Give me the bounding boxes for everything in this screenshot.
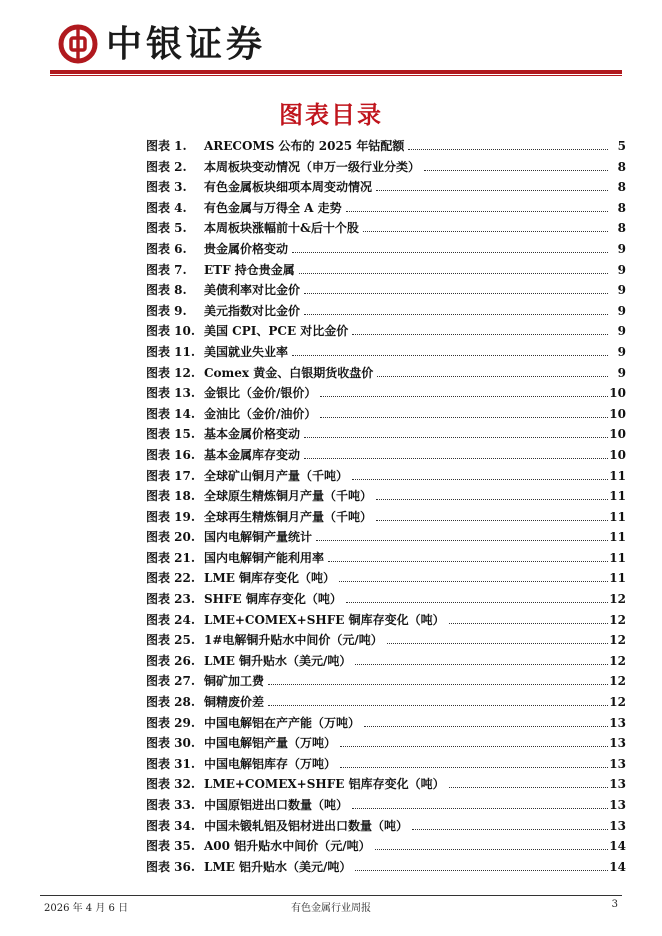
toc-leader-dots [355, 664, 608, 665]
toc-entry-title: 本周板块涨幅前十&后十个股 [204, 221, 359, 236]
toc-entry[interactable] [146, 610, 626, 631]
bank-of-china-logo-icon [58, 24, 98, 64]
toc-entry-page: 9 [617, 262, 626, 277]
toc-entry-page: 12 [609, 653, 626, 668]
toc-entry[interactable] [146, 136, 626, 157]
toc-entry-title: 美国 CPI、PCE 对比金价 [204, 324, 349, 339]
toc-entry-page: 13 [609, 777, 626, 792]
toc-entry-label: 图表 24. [146, 612, 196, 627]
toc-entry-title: 铜精废价差 [204, 695, 265, 710]
toc-leader-dots [376, 520, 608, 521]
toc-entry-title: LME 铝升贴水（美元/吨） [204, 859, 352, 874]
toc-entry[interactable] [146, 177, 626, 198]
toc-entry-label: 图表 33. [146, 798, 196, 812]
toc-entry-page: 9 [617, 344, 626, 359]
toc-entry-page: 12 [609, 612, 626, 627]
toc-entry-label: 图表 31. [146, 756, 196, 771]
toc-entry-title: LME+COMEX+SHFE 铜库存变化（吨） [204, 612, 445, 627]
toc-leader-dots [320, 417, 608, 418]
toc-entry-title: 铜矿加工费 [204, 674, 265, 689]
toc-entry[interactable] [146, 733, 626, 754]
toc-entry-label: 图表 20. [146, 530, 196, 545]
toc-entry-title: 金油比（金价/油价） [204, 406, 317, 421]
toc-entry[interactable] [146, 239, 626, 260]
toc-leader-dots [352, 334, 608, 335]
toc-entry-page: 12 [609, 695, 626, 710]
toc-entry[interactable] [146, 260, 626, 281]
toc-entry[interactable] [146, 424, 626, 445]
toc-entry-page: 9 [617, 365, 626, 380]
toc-entry-page: 9 [617, 241, 626, 256]
toc-leader-dots [340, 746, 608, 747]
toc-entry-page: 8 [617, 221, 626, 236]
toc-entry[interactable] [146, 589, 626, 610]
toc-entry-title: LME 铜升贴水（美元/吨） [204, 653, 352, 668]
toc-entry-label: 图表 22. [146, 571, 196, 586]
toc-entry[interactable] [146, 486, 626, 507]
toc-leader-dots [363, 231, 608, 232]
toc-entry[interactable] [146, 218, 626, 239]
toc-entry-title: ARECOMS 公布的 2025 年钴配额 [204, 139, 405, 153]
toc-entry-title: Comex 黄金、白银期货收盘价 [204, 365, 374, 380]
toc-entry[interactable] [146, 795, 626, 816]
toc-entry-label: 图表 2. [146, 159, 187, 174]
toc-entry-label: 图表 23. [146, 592, 196, 607]
toc-entry[interactable] [146, 404, 626, 425]
toc-entry-title: ETF 持仓贵金属 [204, 262, 295, 277]
toc-entry-page: 13 [609, 818, 626, 833]
toc-entry-label: 图表 14. [146, 406, 196, 421]
toc-entry-label: 图表 34. [146, 818, 196, 833]
toc-entry-label: 图表 6. [146, 241, 187, 256]
toc-entry[interactable] [146, 466, 626, 487]
toc-leader-dots [449, 787, 608, 788]
toc-entry[interactable] [146, 363, 626, 384]
toc-entry-label: 图表 11. [146, 344, 196, 359]
toc-entry[interactable] [146, 527, 626, 548]
toc-entry-label: 图表 30. [146, 736, 196, 751]
toc-leader-dots [304, 458, 608, 459]
toc-entry-title: 美国就业失业率 [204, 344, 289, 359]
toc-entry-title: 国内电解铜产能利用率 [204, 550, 325, 565]
toc-entry-page: 8 [617, 180, 626, 195]
table-of-contents [146, 136, 626, 877]
toc-entry-page: 13 [609, 736, 626, 751]
footer-date: 2026 年 4 月 6 日 [44, 903, 129, 914]
toc-entry[interactable] [146, 548, 626, 569]
toc-entry-label: 图表 3. [146, 180, 187, 195]
toc-leader-dots [346, 211, 608, 212]
toc-entry-page: 5 [617, 139, 626, 153]
toc-entry-page: 9 [617, 324, 626, 339]
toc-entry-label: 图表 29. [146, 715, 196, 730]
toc-entry-title: 有色金属与万得全 A 走势 [204, 200, 342, 215]
toc-entry-page: 11 [609, 489, 626, 504]
toc-entry-page: 11 [609, 468, 626, 483]
toc-entry-label: 图表 13. [146, 386, 196, 401]
toc-entry[interactable] [146, 630, 626, 651]
toc-entry[interactable] [146, 568, 626, 589]
toc-entry-title: 全球矿山铜月产量（千吨） [204, 468, 349, 483]
toc-entry-page: 11 [609, 509, 626, 524]
toc-leader-dots [339, 581, 608, 582]
toc-entry[interactable] [146, 280, 626, 301]
toc-leader-dots [268, 684, 608, 685]
toc-entry-title: 中国电解铝在产产能（万吨） [204, 715, 361, 730]
toc-entry-label: 图表 16. [146, 447, 196, 462]
toc-entry-label: 图表 19. [146, 509, 196, 524]
toc-entry-page: 10 [609, 427, 626, 442]
toc-entry-page: 8 [617, 200, 626, 215]
toc-entry-title: LME 铜库存变化（吨） [204, 571, 336, 586]
brand-name: 中银证券 [106, 23, 267, 65]
toc-entry-label: 图表 27. [146, 674, 196, 689]
toc-entry-page: 11 [609, 571, 626, 586]
toc-entry-page: 10 [609, 406, 626, 421]
toc-leader-dots [355, 870, 608, 871]
toc-entry[interactable] [146, 651, 626, 672]
toc-entry[interactable] [146, 383, 626, 404]
toc-entry-label: 图表 25. [146, 633, 196, 648]
toc-entry-page: 13 [609, 756, 626, 771]
toc-entry-title: 全球再生精炼铜月产量（千吨） [204, 509, 373, 524]
toc-entry-label: 图表 32. [146, 777, 196, 792]
toc-entry-title: 中国未锻轧铝及铝材进出口数量（吨） [204, 818, 409, 833]
toc-entry-label: 图表 10. [146, 324, 196, 339]
toc-leader-dots [340, 767, 608, 768]
toc-leader-dots [375, 849, 608, 850]
toc-entry-title: 中国电解铝库存（万吨） [204, 756, 337, 771]
toc-leader-dots [352, 479, 608, 480]
toc-entry[interactable] [146, 671, 626, 692]
toc-entry[interactable] [146, 816, 626, 837]
toc-leader-dots [316, 540, 608, 541]
toc-entry-title: LME+COMEX+SHFE 铝库存变化（吨） [204, 777, 445, 792]
toc-entry-label: 图表 36. [146, 859, 196, 874]
toc-leader-dots [304, 314, 608, 315]
header-divider [50, 70, 622, 74]
toc-leader-dots [424, 170, 608, 171]
toc-entry[interactable] [146, 321, 626, 342]
toc-entry[interactable] [146, 445, 626, 466]
toc-entry-page: 10 [609, 386, 626, 401]
toc-entry[interactable] [146, 754, 626, 775]
toc-entry-page: 12 [609, 633, 626, 648]
toc-entry-label: 图表 9. [146, 303, 187, 318]
toc-leader-dots [304, 437, 608, 438]
toc-entry-label: 图表 28. [146, 695, 196, 710]
toc-leader-dots [292, 355, 608, 356]
toc-leader-dots [412, 829, 608, 830]
toc-entry[interactable] [146, 198, 626, 219]
toc-entry-title: 本周板块变动情况（申万一级行业分类） [204, 159, 421, 174]
toc-leader-dots [352, 808, 608, 809]
footer-page-number: 3 [611, 899, 618, 910]
toc-entry-label: 图表 7. [146, 262, 187, 277]
toc-leader-dots [377, 376, 608, 377]
toc-leader-dots [304, 293, 608, 294]
toc-entry[interactable] [146, 157, 626, 178]
toc-entry-label: 图表 1. [146, 139, 187, 153]
toc-entry-title: 基本金属库存变动 [204, 447, 301, 462]
toc-entry[interactable] [146, 857, 626, 878]
toc-entry-label: 图表 17. [146, 468, 196, 483]
toc-entry-page: 9 [617, 283, 626, 298]
toc-entry-page: 11 [609, 530, 626, 545]
toc-entry-page: 10 [609, 447, 626, 462]
toc-entry-page: 12 [609, 592, 626, 607]
toc-entry-page: 9 [617, 303, 626, 318]
toc-entry-label: 图表 35. [146, 839, 196, 854]
toc-entry-title: 1#电解铜升贴水中间价（元/吨） [204, 633, 383, 648]
toc-entry-label: 图表 12. [146, 365, 196, 380]
toc-entry-title: 中国电解铝产量（万吨） [204, 736, 337, 751]
toc-entry-label: 图表 4. [146, 200, 187, 215]
toc-entry-title: 美元指数对比金价 [204, 303, 301, 318]
toc-entry-page: 8 [617, 159, 626, 174]
toc-entry-title: 有色金属板块细项本周变动情况 [204, 180, 373, 195]
toc-entry-label: 图表 21. [146, 550, 196, 565]
footer-doc-name: 有色金属行业周报 [291, 903, 371, 914]
toc-entry-title: 美债利率对比金价 [204, 283, 301, 298]
toc-entry-page: 13 [609, 798, 626, 812]
toc-entry-page: 11 [609, 550, 626, 565]
toc-leader-dots [268, 705, 608, 706]
toc-entry-title: 贵金属价格变动 [204, 241, 289, 256]
header-divider-thin [50, 75, 622, 76]
toc-entry[interactable] [146, 507, 626, 528]
toc-entry[interactable] [146, 342, 626, 363]
footer-divider [40, 895, 622, 896]
page-header [0, 0, 662, 78]
toc-entry-title: 国内电解铜产量统计 [204, 530, 313, 545]
toc-entry-label: 图表 18. [146, 489, 196, 504]
toc-leader-dots [328, 561, 608, 562]
toc-entry-label: 图表 8. [146, 283, 187, 298]
toc-entry-title: A00 铝升贴水中间价（元/吨） [204, 839, 371, 854]
toc-leader-dots [376, 190, 608, 191]
toc-leader-dots [387, 643, 608, 644]
toc-entry[interactable] [146, 774, 626, 795]
toc-leader-dots [364, 726, 608, 727]
toc-leader-dots [408, 149, 608, 150]
toc-entry[interactable] [146, 301, 626, 322]
toc-leader-dots [292, 252, 608, 253]
toc-entry-page: 12 [609, 674, 626, 689]
toc-entry[interactable] [146, 713, 626, 734]
toc-entry-page: 14 [609, 859, 626, 874]
toc-entry-title: 全球原生精炼铜月产量（千吨） [204, 489, 373, 504]
toc-entry-title: SHFE 铜库存变化（吨） [204, 592, 342, 607]
toc-entry-title: 金银比（金价/银价） [204, 386, 317, 401]
toc-leader-dots [320, 396, 608, 397]
toc-entry[interactable] [146, 692, 626, 713]
toc-leader-dots [299, 273, 608, 274]
page-title: 图表目录 [279, 100, 383, 129]
toc-leader-dots [449, 623, 608, 624]
toc-entry-label: 图表 15. [146, 427, 196, 442]
toc-entry-label: 图表 26. [146, 653, 196, 668]
toc-entry-label: 图表 5. [146, 221, 187, 236]
toc-leader-dots [346, 602, 608, 603]
toc-entry-page: 13 [609, 715, 626, 730]
toc-leader-dots [376, 499, 608, 500]
toc-entry-page: 14 [609, 839, 626, 854]
toc-entry-title: 基本金属价格变动 [204, 427, 301, 442]
toc-entry-title: 中国原铝进出口数量（吨） [204, 798, 349, 812]
toc-entry[interactable] [146, 836, 626, 857]
